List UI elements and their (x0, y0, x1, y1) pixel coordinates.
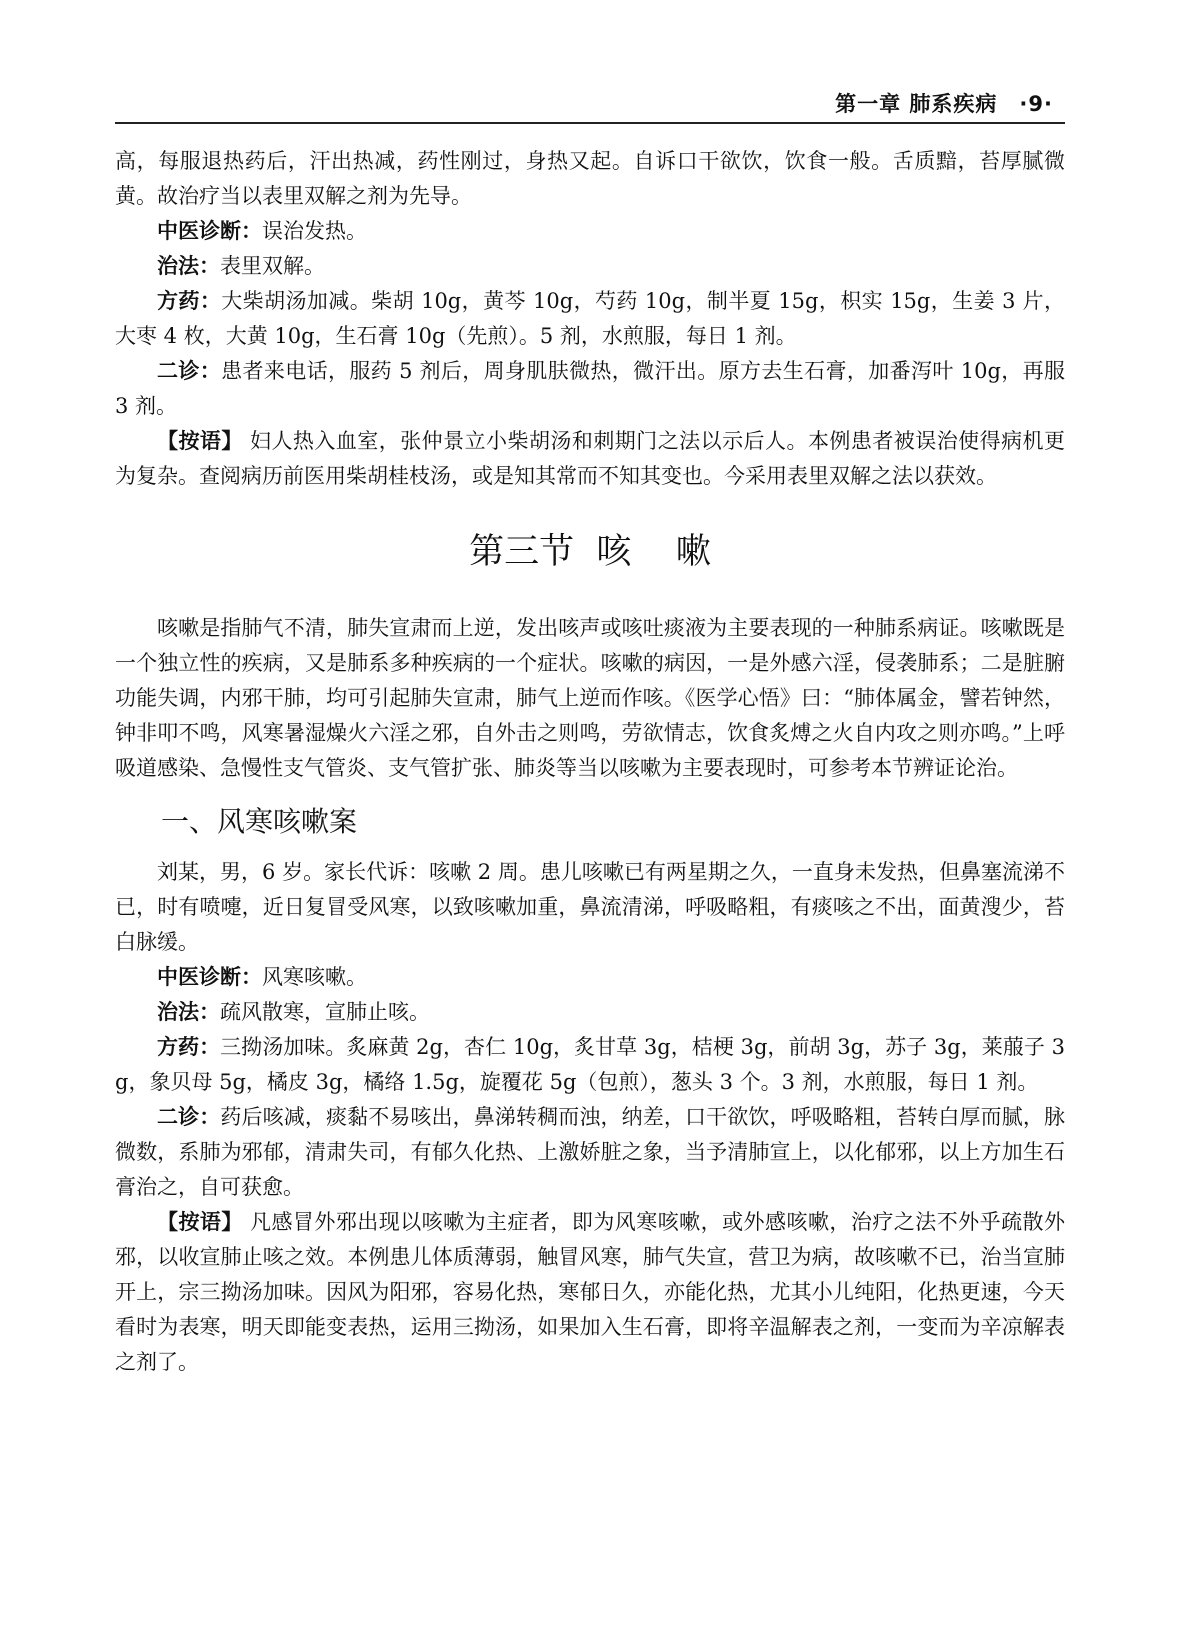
note-text: 凡感冒外邪出现以咳嗽为主症者，即为风寒咳嗽，或外感咳嗽，治疗之法不外乎疏散外邪，以收宣肺止咳之效。本例患儿体质薄弱，触冒风寒，肺气失宣，营卫为病，故咳嗽不已，治当宣肺开上，宗三拗汤加味。因风为阳邪，容易化热，寒郁日久，亦能化热，尤其小儿纯阳，化热更速，今天看时为表寒，明天即能变表热，运用三拗汤，如果加入生石膏，即将辛温解表之剂，一变而为辛凉解表之剂了。 (115, 1210, 1066, 1374)
header-text (835, 88, 1053, 118)
subsection-title: 一、风寒咳嗽案 (161, 805, 358, 838)
diagnosis-label: 中医诊断： (157, 965, 262, 989)
section-intro: 咳嗽是指肺气不清，肺失宣肃而上逆，发出咳声或咳吐痰液为主要表现的一种肺系病证。咳嗽既是一个独立性的疾病，又是肺系多种疾病的一个症状。咳嗽的病因，一是外感六淫，侵袭肺系；二是脏腑功能失调，内邪干肺，均可引起肺失宣肃，肺气上逆而作咳。《医学心悟》曰：“肺体属金，譬若钟然，钟非叩不鸣，风寒暑湿燥火六淫之邪，自外击之则鸣，劳欲情志，饮食炙煿之火自内攻之则亦鸣。”上呼吸道感染、急慢性支气管炎、支气管扩张、肺炎等当以咳嗽为主要表现时，可参考本节辨证论治。 (115, 616, 1065, 780)
case2-second-visit (115, 1100, 1065, 1205)
case1-prescription (115, 284, 1065, 354)
second-visit-text: 患者来电话，服药 5 剂后，周身肌肤微热，微汗出。原方去生石膏，加番泻叶 10g，再服 3 剂。 (115, 359, 1065, 418)
case2-treatment (115, 995, 1065, 1030)
prescription-text: 大柴胡汤加减。柴胡 10g，黄芩 10g，芍药 10g，制半夏 15g，枳实 15g，生姜 3 片，大枣 4 枚，大黄 10g，生石膏 10g（先煎）。5 剂，水煎服，每日 1 剂。 (115, 289, 1065, 348)
diagnosis-label: 中医诊断： (157, 219, 262, 243)
note-label: 【按语】 (157, 429, 243, 453)
treatment-text: 疏风散寒，宣肺止咳。 (220, 1000, 430, 1024)
treatment-text: 表里双解。 (220, 254, 325, 278)
case1-second-visit (115, 354, 1065, 424)
section-title: 第三节 咳 嗽 (469, 532, 711, 572)
diagnosis-text: 风寒咳嗽。 (262, 965, 367, 989)
continued-paragraph: 高，每服退热药后，汗出热减，药性刚过，身热又起。自诉口干欲饮，饮食一般。舌质黯，苔厚腻微黄。故治疗当以表里双解之剂为先导。 (115, 149, 1065, 208)
case1-treatment (115, 249, 1065, 284)
case1-note (115, 424, 1065, 494)
second-visit-label: 二诊： (157, 1105, 221, 1129)
treatment-label: 治法： (157, 1000, 220, 1024)
page-number: ·9· (1019, 92, 1053, 116)
note-label: 【按语】 (157, 1210, 243, 1234)
case2-diagnosis (115, 960, 1065, 995)
diagnosis-text: 误治发热。 (262, 219, 367, 243)
second-visit-text: 药后咳减，痰黏不易咳出，鼻涕转稠而浊，纳差，口干欲饮，呼吸略粗，苔转白厚而腻，脉微数，系肺为邪郁，清肃失司，有郁久化热、上激娇脏之象，当予清肺宣上，以化郁邪，以上方加生石膏治之，自可获愈。 (115, 1105, 1065, 1199)
case2-history: 刘某，男，6 岁。家长代诉：咳嗽 2 周。患儿咳嗽已有两星期之久，一直身未发热，但鼻塞流涕不已，时有喷嚏，近日复冒受风寒，以致咳嗽加重，鼻流清涕，呼吸略粗，有痰咳之不出，面黄溲少，苔白脉缓。 (115, 860, 1065, 954)
case2-prescription (115, 1030, 1065, 1100)
chapter-title: 第一章 肺系疾病 (835, 92, 998, 116)
prescription-label: 方药： (157, 1035, 221, 1059)
running-header (115, 86, 1065, 124)
second-visit-label: 二诊： (157, 359, 222, 383)
prescription-label: 方药： (157, 289, 222, 313)
treatment-label: 治法： (157, 254, 220, 278)
page-body (115, 144, 1065, 1380)
note-text: 妇人热入血室，张仲景立小柴胡汤和刺期门之法以示后人。本例患者被误治使得病机更为复杂。查阅病历前医用柴胡桂枝汤，或是知其常而不知其变也。今采用表里双解之法以获效。 (115, 429, 1066, 488)
prescription-text: 三拗汤加味。炙麻黄 2g，杏仁 10g，炙甘草 3g，桔梗 3g，前胡 3g，苏子 3g，莱菔子 3g，象贝母 5g，橘皮 3g，橘络 1.5g，旋覆花 5g（包煎），葱头 3 个。3 剂，水煎服，每日 1 剂。 (115, 1035, 1065, 1094)
case1-diagnosis (115, 214, 1065, 249)
case2-note (115, 1205, 1065, 1380)
